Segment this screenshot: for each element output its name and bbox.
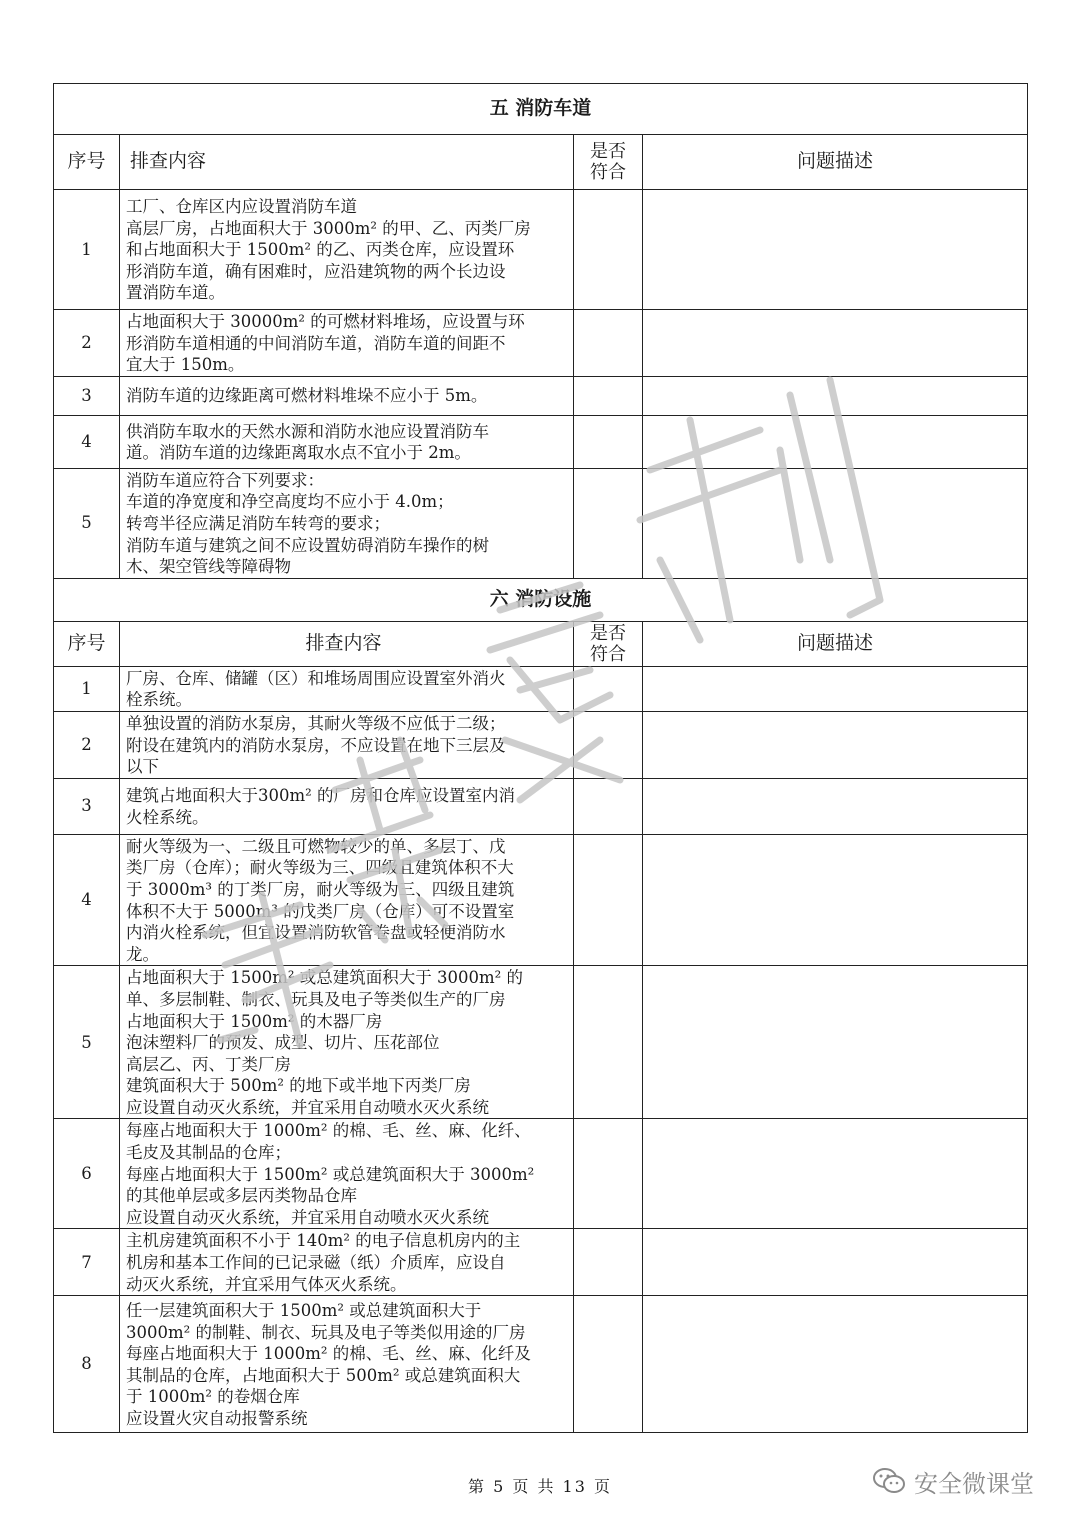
row-check-cell[interactable] — [574, 1229, 643, 1296]
row-desc-cell[interactable] — [643, 834, 1028, 966]
row-num: 3 — [54, 376, 120, 415]
row-check-cell[interactable] — [574, 1119, 643, 1229]
table-row — [54, 966, 1028, 1119]
row-content: 单独设置的消防水泵房，其耐火等级不应低于二级； 附设在建筑内的消防水泵房，不应设置在地下三层及 以下 — [120, 711, 574, 778]
row-desc-cell[interactable] — [643, 711, 1028, 778]
table-header-row — [54, 621, 1028, 666]
header-check: 是否 符合 — [574, 621, 643, 666]
header-num: 序号 — [54, 135, 120, 190]
row-num: 1 — [54, 190, 120, 310]
table-row — [54, 310, 1028, 377]
inspection-table — [53, 83, 1028, 1433]
row-content: 占地面积大于 1500m² 或总建筑面积大于 3000m² 的 单、多层制鞋、制衣、玩具及电子等类似生产的厂房 占地面积大于 1500m² 的木器厂房 泡沫塑料厂的预发、成型、切片、压花部位 高层乙、丙、丁类厂房 建筑面积大于 500m² 的地下或半地下丙类厂房 应设置自动灭火系统，并宜采用自动喷水灭火系统 — [120, 966, 574, 1119]
row-desc-cell[interactable] — [643, 190, 1028, 310]
row-check-cell[interactable] — [574, 778, 643, 834]
row-desc-cell[interactable] — [643, 1229, 1028, 1296]
row-check-cell[interactable] — [574, 310, 643, 377]
row-desc-cell[interactable] — [643, 310, 1028, 377]
row-check-cell[interactable] — [574, 468, 643, 578]
row-desc-cell[interactable] — [643, 468, 1028, 578]
section-title-row — [54, 84, 1028, 135]
section-title: 五 消防车道 — [54, 84, 1028, 135]
row-content: 建筑占地面积大于300m² 的厂房和仓库应设置室内消 火栓系统。 — [120, 778, 574, 834]
brand-badge — [872, 1463, 1034, 1499]
header-num: 序号 — [54, 621, 120, 666]
row-content: 占地面积大于 30000m² 的可燃材料堆场，应设置与环 形消防车道相通的中间消防车道，消防车道的间距不 宜大于 150m。 — [120, 310, 574, 377]
row-content: 供消防车取水的天然水源和消防水池应设置消防车 道。消防车道的边缘距离取水点不宜小于 2m。 — [120, 415, 574, 468]
row-desc-cell[interactable] — [643, 415, 1028, 468]
row-num: 4 — [54, 834, 120, 966]
row-content: 工厂、仓库区内应设置消防车道 高层厂房，占地面积大于 3000m² 的甲、乙、丙类厂房 和占地面积大于 1500m² 的乙、丙类仓库，应设置环 形消防车道，确有困难时，应沿建筑物的两个长边设 置消防车道。 — [120, 190, 574, 310]
row-desc-cell[interactable] — [643, 376, 1028, 415]
row-content: 消防车道的边缘距离可燃材料堆垛不应小于 5m。 — [120, 376, 574, 415]
row-num: 2 — [54, 711, 120, 778]
brand-name: 安全微课堂 — [914, 1469, 1034, 1498]
row-num: 5 — [54, 468, 120, 578]
header-content: 排查内容 — [120, 135, 574, 190]
row-content: 耐火等级为一、二级且可燃物较少的单、多层丁、戊 类厂房（仓库）；耐火等级为三、四级且建筑体积不大 于 3000m³ 的丁类厂房，耐火等级为三、四级且建筑 体积不大于 5000m³ 的戊类厂房（仓库）可不设置室 内消火栓系统，但宜设置消防软管卷盘或轻便消防水 龙。 — [120, 834, 574, 966]
row-check-cell[interactable] — [574, 966, 643, 1119]
table-row — [54, 834, 1028, 966]
table-row — [54, 1229, 1028, 1296]
table-row — [54, 711, 1028, 778]
row-num: 2 — [54, 310, 120, 377]
header-desc: 问题描述 — [643, 135, 1028, 190]
table-row — [54, 190, 1028, 310]
row-num: 6 — [54, 1119, 120, 1229]
table-row — [54, 415, 1028, 468]
row-check-cell[interactable] — [574, 415, 643, 468]
row-desc-cell[interactable] — [643, 778, 1028, 834]
table-row — [54, 1119, 1028, 1229]
table-row — [54, 468, 1028, 578]
row-check-cell[interactable] — [574, 711, 643, 778]
row-check-cell[interactable] — [574, 1296, 643, 1433]
row-content: 主机房建筑面积不小于 140m² 的电子信息机房内的主 机房和基本工作间的已记录磁（纸）介质库，应设自 动灭火系统，并宜采用气体灭火系统。 — [120, 1229, 574, 1296]
header-content: 排查内容 — [120, 621, 574, 666]
section-title-row — [54, 578, 1028, 621]
row-content: 厂房、仓库、储罐（区）和堆场周围应设置室外消火 栓系统。 — [120, 666, 574, 711]
header-desc: 问题描述 — [643, 621, 1028, 666]
row-num: 5 — [54, 966, 120, 1119]
row-content: 消防车道应符合下列要求： 车道的净宽度和净空高度均不应小于 4.0m； 转弯半径应满足消防车转弯的要求； 消防车道与建筑之间不应设置妨碍消防车操作的树 木、架空管线等障碍物 — [120, 468, 574, 578]
row-desc-cell[interactable] — [643, 666, 1028, 711]
row-check-cell[interactable] — [574, 190, 643, 310]
row-desc-cell[interactable] — [643, 1119, 1028, 1229]
table-row — [54, 666, 1028, 711]
row-num: 7 — [54, 1229, 120, 1296]
section-title: 六 消防设施 — [54, 578, 1028, 621]
row-check-cell[interactable] — [574, 666, 643, 711]
table-header-row — [54, 135, 1028, 190]
row-desc-cell[interactable] — [643, 966, 1028, 1119]
row-desc-cell[interactable] — [643, 1296, 1028, 1433]
table-row — [54, 1296, 1028, 1433]
header-check: 是否 符合 — [574, 135, 643, 190]
row-check-cell[interactable] — [574, 376, 643, 415]
page-footer: 第 5 页 共 13 页 — [468, 1477, 612, 1496]
row-num: 8 — [54, 1296, 120, 1433]
row-num: 4 — [54, 415, 120, 468]
table-row — [54, 778, 1028, 834]
row-content: 任一层建筑面积大于 1500m² 或总建筑面积大于 3000m² 的制鞋、制衣、玩具及电子等类似用途的厂房 每座占地面积大于 1000m² 的棉、毛、丝、麻、化纤及 其制品的仓库，占地面积大于 500m² 或总建筑面积大 于 1000m² 的卷烟仓库 应设置火灾自动报警系统 — [120, 1296, 574, 1433]
row-check-cell[interactable] — [574, 834, 643, 966]
table-row — [54, 376, 1028, 415]
wechat-icon — [872, 1467, 906, 1495]
row-num: 1 — [54, 666, 120, 711]
row-num: 3 — [54, 778, 120, 834]
row-content: 每座占地面积大于 1000m² 的棉、毛、丝、麻、化纤、 毛皮及其制品的仓库； 每座占地面积大于 1500m² 或总建筑面积大于 3000m² 的其他单层或多层丙类物品仓库 应设置自动灭火系统，并宜采用自动喷水灭火系统 — [120, 1119, 574, 1229]
